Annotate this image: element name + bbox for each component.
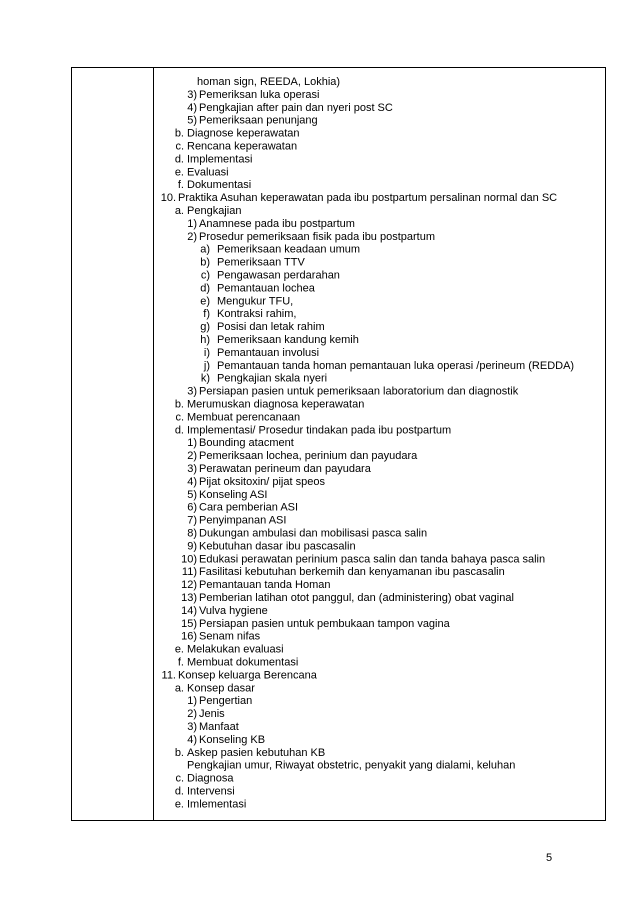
list-marker: d) bbox=[200, 282, 210, 295]
list-item-text: Pengertian bbox=[199, 695, 253, 708]
list-marker: i) bbox=[203, 346, 210, 359]
list-marker: e. bbox=[174, 643, 184, 656]
list-item-text: Penyimpanan ASI bbox=[199, 514, 287, 527]
list-item-text: Pengkajian bbox=[187, 205, 242, 217]
list-marker: b. bbox=[174, 746, 184, 759]
list-item-text: Implementasi bbox=[187, 153, 253, 166]
list-marker: e) bbox=[200, 295, 210, 308]
list-marker: j) bbox=[203, 359, 210, 372]
page-number: 5 bbox=[546, 852, 553, 864]
list-marker: d. bbox=[174, 424, 184, 437]
list-item-text: Persiapan pasien untuk pemeriksaan laboratorium dan diagnostik bbox=[199, 385, 519, 398]
list-item-text: Pengawasan perdarahan bbox=[217, 269, 340, 282]
list-marker: d. bbox=[174, 153, 184, 166]
list-item-text: Konsep dasar bbox=[187, 682, 255, 695]
list-marker: 14) bbox=[181, 604, 197, 617]
list-item-text: Dukungan ambulasi dan mobilisasi pasca salin bbox=[199, 527, 428, 540]
list-item-text: Dokumentasi bbox=[187, 179, 252, 192]
list-marker: 10) bbox=[181, 553, 197, 566]
list-marker: b. bbox=[174, 398, 184, 411]
list-item-text: Pemeriksaan keadaan umum bbox=[217, 243, 361, 256]
list-item-text: Pemantauan tanda Homan bbox=[199, 579, 331, 592]
list-item-text: Imlementasi bbox=[187, 798, 247, 811]
list-item-text: Pemantauan involusi bbox=[217, 346, 320, 359]
list-item-text: Jenis bbox=[199, 708, 225, 721]
list-marker: 1) bbox=[187, 217, 197, 230]
list-marker: 1) bbox=[187, 695, 197, 708]
list-marker: 7) bbox=[187, 514, 197, 527]
list-marker: c. bbox=[175, 772, 184, 785]
list-item-text: Askep pasien kebutuhan KB bbox=[187, 746, 326, 759]
list-marker: d. bbox=[174, 785, 184, 798]
list-marker: 2) bbox=[187, 450, 197, 463]
list-marker: b. bbox=[174, 127, 184, 140]
list-item-text: Perawatan perineum dan payudara bbox=[199, 463, 371, 475]
list-item-text: Pengkajian umur, Riwayat obstetric, penyakit yang dialami, keluhan bbox=[187, 759, 516, 772]
list-item-text: Diagnose keperawatan bbox=[187, 127, 300, 140]
list-marker: 4) bbox=[187, 733, 197, 746]
list-marker: 6) bbox=[187, 501, 197, 514]
list-marker: 15) bbox=[181, 617, 197, 630]
list-marker: e. bbox=[174, 166, 184, 179]
list-marker: 4) bbox=[187, 101, 197, 114]
list-marker: 2) bbox=[187, 708, 197, 721]
list-item-text: Diagnosa bbox=[187, 772, 234, 785]
list-item-text: Manfaat bbox=[199, 721, 239, 733]
list-marker: f) bbox=[203, 308, 210, 321]
list-marker: a. bbox=[174, 205, 184, 217]
list-item-text: Pemeriksaan TTV bbox=[217, 256, 305, 269]
list-marker: 3) bbox=[187, 463, 197, 475]
list-item-text: Membuat perencanaan bbox=[187, 411, 301, 424]
list-marker: a) bbox=[200, 243, 210, 256]
list-item-text: Edukasi perawatan perinium pasca salin dan tanda bahaya pasca salin bbox=[199, 553, 546, 566]
list-item-text: Pemeriksan luka operasi bbox=[199, 88, 320, 101]
list-marker: 5) bbox=[187, 114, 197, 127]
list-item-text: Fasilitasi kebutuhan berkemih dan kenyamanan ibu pascasalin bbox=[199, 566, 505, 579]
list-marker: 11) bbox=[181, 566, 197, 579]
list-item-text: Mengukur TFU, bbox=[217, 295, 294, 308]
list-item-text: Pengkajian skala nyeri bbox=[217, 372, 328, 385]
list-marker: k) bbox=[200, 372, 210, 385]
list-item-text: Intervensi bbox=[187, 785, 235, 798]
list-marker: 1) bbox=[187, 437, 197, 450]
list-item-text: Membuat dokumentasi bbox=[187, 656, 299, 669]
list-item-text: homan sign, REEDA, Lokhia) bbox=[197, 76, 341, 88]
list-marker: g) bbox=[200, 321, 210, 334]
list-marker: 5) bbox=[187, 488, 197, 501]
list-marker: h) bbox=[200, 334, 210, 346]
list-marker: e. bbox=[174, 798, 184, 811]
list-marker: 2) bbox=[187, 230, 197, 243]
list-item-text: Pemantauan lochea bbox=[217, 282, 315, 295]
list-item-text: Kontraksi rahim, bbox=[217, 308, 297, 321]
list-item-text: Pengkajian after pain dan nyeri post SC bbox=[199, 101, 393, 114]
list-marker: c) bbox=[200, 269, 210, 282]
list-item-text: Persiapan pasien untuk pembukaan tampon vagina bbox=[199, 617, 450, 630]
list-marker: 16) bbox=[181, 630, 197, 643]
list-marker: f. bbox=[177, 656, 184, 669]
list-marker: c. bbox=[175, 140, 184, 153]
list-item-text: Konsep keluarga Berencana bbox=[178, 669, 317, 682]
list-marker: 3) bbox=[187, 385, 197, 398]
list-marker: 13) bbox=[181, 592, 197, 604]
list-item-text: Melakukan evaluasi bbox=[187, 643, 284, 656]
list-marker: c. bbox=[175, 411, 184, 424]
list-marker: 12) bbox=[181, 579, 197, 592]
list-marker: a. bbox=[174, 682, 184, 695]
list-item-text: Evaluasi bbox=[187, 166, 229, 179]
list-item-text: Praktika Asuhan keperawatan pada ibu postpartum persalinan normal dan SC bbox=[178, 192, 558, 205]
list-item-text: Rencana keperawatan bbox=[187, 140, 298, 153]
list-item-text: Bounding atacment bbox=[199, 437, 294, 450]
list-item-text: Kebutuhan dasar ibu pascasalin bbox=[199, 540, 356, 553]
list-marker: 4) bbox=[187, 475, 197, 488]
list-marker: 11. bbox=[161, 669, 176, 682]
list-marker: f. bbox=[177, 179, 184, 192]
list-item-text: Prosedur pemeriksaan fisik pada ibu postpartum bbox=[199, 230, 436, 243]
list-item-text: Posisi dan letak rahim bbox=[217, 321, 325, 334]
list-marker: 3) bbox=[187, 88, 197, 101]
list-item-text: Konseling ASI bbox=[199, 488, 268, 501]
list-item-text: Pemeriksaan kandung kemih bbox=[217, 334, 359, 346]
list-marker: 8) bbox=[187, 527, 197, 540]
list-item-text: Implementasi/ Prosedur tindakan pada ibu postpartum bbox=[187, 424, 452, 437]
list-item-text: Pemantauan tanda homan pemantauan luka operasi /perineum (REDDA) bbox=[217, 359, 575, 372]
list-item-text: Konseling KB bbox=[199, 733, 266, 746]
list-item-text: Pemberian latihan otot panggul, dan (administering) obat vaginal bbox=[199, 592, 514, 604]
list-marker: 10. bbox=[160, 192, 176, 205]
list-item-text: Anamnese pada ibu postpartum bbox=[199, 217, 355, 230]
list-marker: b) bbox=[200, 256, 210, 269]
list-marker: 3) bbox=[187, 721, 197, 733]
list-item-text: Vulva hygiene bbox=[199, 604, 268, 617]
list-item-text: Pijat oksitoxin/ pijat speos bbox=[199, 475, 325, 488]
list-item-text: Merumuskan diagnosa keperawatan bbox=[187, 398, 365, 411]
list-item-text: Senam nifas bbox=[199, 630, 261, 643]
list-item-text: Pemeriksaan lochea, perinium dan payudara bbox=[199, 450, 418, 463]
list-item-text: Pemeriksaan penunjang bbox=[199, 114, 318, 127]
list-item-text: Cara pemberian ASI bbox=[199, 501, 299, 514]
list-marker: 9) bbox=[187, 540, 197, 553]
